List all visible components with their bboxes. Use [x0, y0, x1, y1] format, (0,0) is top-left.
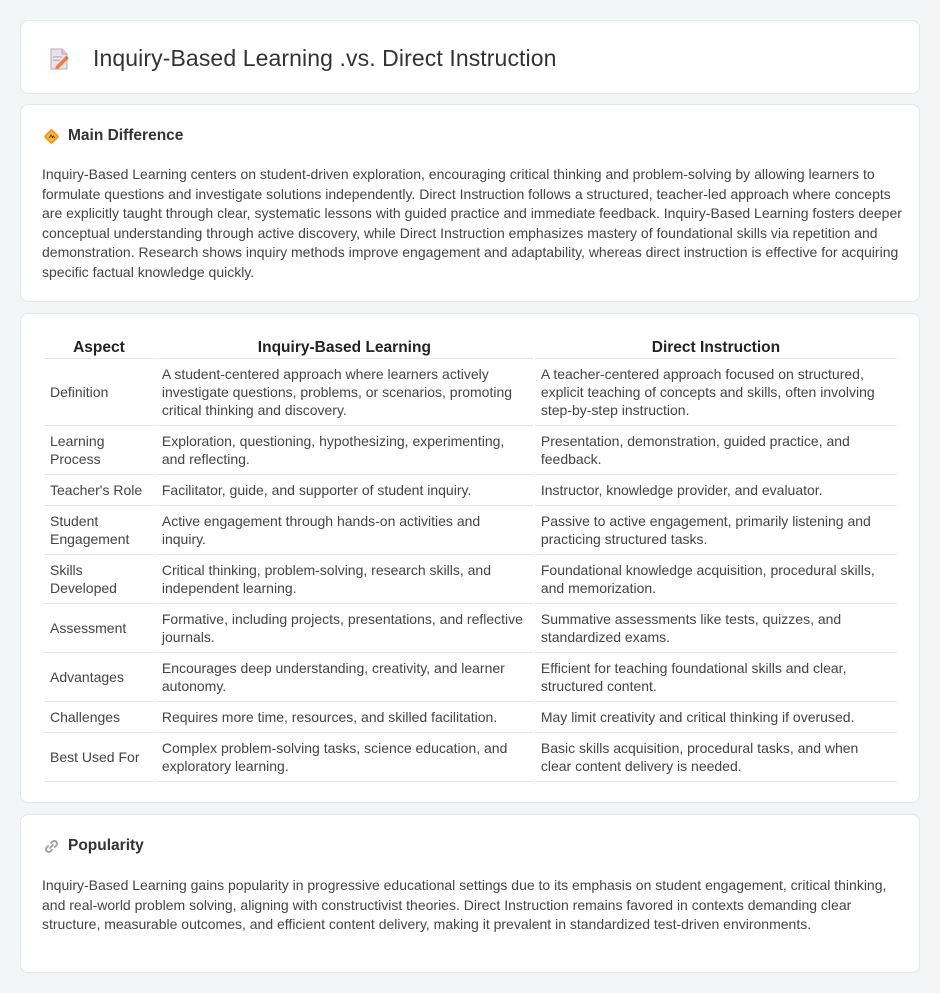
row-direct: Instructor, knowledge provider, and evaluator. — [535, 475, 897, 506]
popularity-section — [20, 814, 920, 973]
table-row — [44, 653, 897, 702]
row-direct: Basic skills acquisition, procedural tasks, and when clear content delivery is needed. — [535, 733, 897, 782]
row-inquiry: Facilitator, guide, and supporter of student inquiry. — [156, 475, 533, 506]
row-inquiry: Critical thinking, problem-solving, research skills, and independent learning. — [156, 555, 533, 604]
table-header-row — [44, 335, 897, 359]
row-direct: May limit creativity and critical thinking if overused. — [535, 702, 897, 733]
table-row — [44, 475, 897, 506]
row-inquiry: Active engagement through hands-on activities and inquiry. — [156, 506, 533, 555]
popularity-title: Popularity — [68, 837, 144, 854]
diamond-signpost-icon — [43, 128, 60, 145]
row-direct: Presentation, demonstration, guided practice, and feedback. — [535, 426, 897, 475]
main-difference-text: Inquiry-Based Learning centers on student-driven exploration, encouraging critical thinking and problem-solving by allowing learners to formulate questions and investigate solutions independently. Direct Instruction follows a structured, teacher-led approach where concepts are explicitly taught through clear, systematic lessons with guided practice and immediate feedback. Inquiry-Based Learning fosters deeper conceptual understanding through active discovery, while Direct Instruction emphasizes mastery of foundational skills via repetition and demonstration. Research shows inquiry methods improve engagement and adaptability, whereas direct instruction is effective for acquiring specific factual knowledge quickly. — [42, 166, 902, 280]
row-aspect: Student Engagement — [44, 506, 154, 555]
row-inquiry: Formative, including projects, presentations, and reflective journals. — [156, 604, 533, 653]
table-row — [44, 733, 897, 782]
header-inquiry: Inquiry-Based Learning — [156, 335, 533, 359]
row-aspect: Teacher's Role — [44, 475, 154, 506]
header-direct: Direct Instruction — [535, 335, 897, 359]
popularity-text: Inquiry-Based Learning gains popularity in progressive educational settings due to its emphasis on student engagement, critical thinking, and real-world problem solving, aligning with constructivist theories. Direct Instruction remains favored in contexts demanding clear structure, measurable outcomes, and efficient content delivery, making it prevalent in standardized test-driven environments. — [42, 877, 887, 932]
comparison-table-card — [20, 313, 920, 803]
table-row — [44, 604, 897, 653]
table-row — [44, 702, 897, 733]
row-direct: Foundational knowledge acquisition, procedural skills, and memorization. — [535, 555, 897, 604]
row-inquiry: Encourages deep understanding, creativity, and learner autonomy. — [156, 653, 533, 702]
main-difference-section — [20, 104, 920, 302]
row-aspect: Best Used For — [44, 733, 154, 782]
comparison-table — [42, 335, 899, 782]
link-icon — [43, 838, 60, 855]
row-direct: Efficient for teaching foundational skills and clear, structured content. — [535, 653, 897, 702]
row-aspect: Definition — [44, 359, 154, 426]
popularity-heading — [43, 837, 144, 855]
page-title: Inquiry-Based Learning .vs. Direct Instruction — [93, 45, 557, 71]
row-inquiry: A student-centered approach where learners actively investigate questions, problems, or scenarios, promoting critical thinking and discovery. — [156, 359, 533, 426]
title-row — [47, 45, 557, 72]
row-inquiry: Exploration, questioning, hypothesizing, experimenting, and reflecting. — [156, 426, 533, 475]
row-aspect: Advantages — [44, 653, 154, 702]
row-direct: Passive to active engagement, primarily listening and practicing structured tasks. — [535, 506, 897, 555]
row-direct: Summative assessments like tests, quizzes, and standardized exams. — [535, 604, 897, 653]
main-difference-heading — [43, 127, 183, 145]
row-aspect: Challenges — [44, 702, 154, 733]
row-aspect: Assessment — [44, 604, 154, 653]
document-edit-icon — [47, 47, 71, 71]
header-card — [20, 20, 920, 94]
row-aspect: Skills Developed — [44, 555, 154, 604]
header-aspect: Aspect — [44, 335, 154, 359]
row-aspect: Learning Process — [44, 426, 154, 475]
table-row — [44, 555, 897, 604]
row-direct: A teacher-centered approach focused on structured, explicit teaching of concepts and skills, often involving step-by-step instruction. — [535, 359, 897, 426]
main-difference-title: Main Difference — [68, 127, 184, 144]
row-inquiry: Requires more time, resources, and skilled facilitation. — [156, 702, 533, 733]
row-inquiry: Complex problem-solving tasks, science education, and exploratory learning. — [156, 733, 533, 782]
table-row — [44, 426, 897, 475]
table-row — [44, 359, 897, 426]
table-row — [44, 506, 897, 555]
